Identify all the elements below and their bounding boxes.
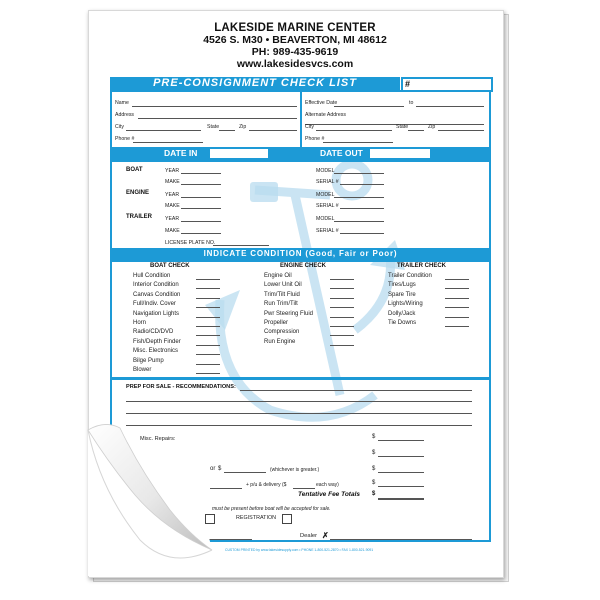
trailer-check-item-label: Trailer Condition [388,273,432,279]
effective-date-label: Effective Date [305,100,338,106]
fee-dollar-3: $ [218,466,222,472]
dealer-label: Dealer [300,533,318,539]
delivery-each-way-amount[interactable] [293,488,315,489]
engine-check-item-label: Propeller [264,320,289,326]
boat-model-label: MODEL [316,168,335,174]
boat-check-condition-field[interactable] [196,317,220,318]
engine-check-item-label: Run Engine [264,338,296,345]
misc-repairs-amount[interactable] [378,440,424,441]
registration-checkbox[interactable] [282,514,292,524]
fee-amount-5[interactable] [378,486,424,487]
boat-check-item-label: Hull Condition [133,273,171,279]
boat-check-heading: BOAT CHECK [150,263,190,269]
state-label: State [207,124,220,130]
boat-serial-field[interactable] [340,184,384,185]
boat-check-condition-field[interactable] [196,364,220,365]
company-name: LAKESIDE MARINE CENTER [214,22,376,34]
boat-make-field[interactable] [181,184,221,185]
address-field[interactable] [138,118,297,119]
engine-check-condition-field[interactable] [330,317,354,318]
engine-check-condition-field[interactable] [330,345,354,346]
date-in-field[interactable] [210,149,268,158]
boat-label: BOAT [126,167,143,173]
boat-check-condition-field[interactable] [196,335,220,336]
trailer-check-item-label: Lights/Wiring [388,301,423,308]
trailer-label: TRAILER [126,214,152,220]
trailer-check-condition-field[interactable] [445,279,469,280]
trailer-check-item-label: Tie Downs [388,320,417,326]
prep-line-3[interactable] [126,413,472,414]
boat-check-item-label: Full/Indiv. Cover [133,301,176,308]
to-date-field[interactable] [416,106,484,107]
boat-check-item-label: Misc. Electronics [133,348,179,355]
engine-make-label: MAKE [165,203,180,209]
whichever-note: (whichever is greater.) [270,467,320,473]
to-label: to [409,100,414,106]
boat-check-condition-field[interactable] [196,373,220,374]
name-field[interactable] [132,106,297,107]
boat-year-label: YEAR [165,168,180,174]
engine-check-condition-field[interactable] [330,307,354,308]
boat-check-item-label: Canvas Condition [133,291,181,298]
fee-amount-2[interactable] [378,456,424,457]
fee-totals-label: Tentative Fee Totals [298,491,361,498]
city-field[interactable] [126,130,201,131]
commission-amount[interactable] [224,472,266,473]
alt-zip-field[interactable] [438,130,484,131]
trailer-serial-label: SERIAL # [316,228,339,234]
alt-state-label: State [396,124,409,130]
trailer-model-label: MODEL [316,216,335,222]
boat-check-item-label: Radio/CD/DVD [133,329,174,336]
zip-label: Zip [239,124,247,130]
boat-make-label: MAKE [165,179,180,185]
trailer-serial-field[interactable] [340,233,384,234]
fee-dollar-5: $ [372,480,376,486]
boat-check-item-label: Fish/Depth Finder [133,338,181,345]
boat-check-condition-field[interactable] [196,326,220,327]
engine-serial-label: SERIAL # [316,203,339,209]
engine-check-condition-field[interactable] [330,335,354,336]
trailer-check-condition-field[interactable] [445,288,469,289]
engine-check-item-label: Engine Oil [264,273,292,279]
engine-model-label: MODEL [316,192,335,198]
engine-make-field[interactable] [181,208,221,209]
engine-year-field[interactable] [181,197,221,198]
trailer-make-field[interactable] [181,233,221,234]
city-label: City [115,124,124,130]
alt-address-field[interactable] [305,124,484,125]
prep-line-1[interactable] [240,390,472,391]
owner-divider [300,92,302,147]
trailer-year-label: YEAR [165,216,180,222]
form-title-bar [110,77,400,90]
form-number-mark: # [405,79,411,89]
boat-check-condition-field[interactable] [196,298,220,299]
effective-date-field[interactable] [334,106,404,107]
alt-phone-field[interactable] [323,142,393,143]
alt-phone-label: Phone # [305,136,325,142]
date-out-field[interactable] [370,149,430,158]
trailer-check-item-label: Spare Tire [388,291,416,298]
engine-check-item-label: Lower Unit Oil [264,282,302,289]
alt-address-label: Alternate Address [305,112,346,118]
trailer-check-condition-field[interactable] [445,307,469,308]
date-out-label: DATE OUT [320,148,363,158]
zip-field[interactable] [249,130,297,131]
engine-check-condition-field[interactable] [330,298,354,299]
state-field[interactable] [219,130,235,131]
condition-title: INDICATE CONDITION (Good, Fair or Poor) [203,249,398,258]
boat-check-condition-field[interactable] [196,354,220,355]
boat-model-field[interactable] [334,173,384,174]
trailer-check-condition-field[interactable] [445,326,469,327]
fee-dollar-1: $ [372,434,376,440]
trailer-make-label: MAKE [165,228,180,234]
company-header [88,22,502,70]
company-address: 4526 S. M30 • BEAVERTON, MI 48612 [203,34,387,46]
trailer-check-condition-field[interactable] [445,298,469,299]
trailer-check-item-label: Dolly/Jack [388,310,416,317]
dealer-signature-field[interactable] [330,539,472,540]
boat-check-condition-field[interactable] [196,288,220,289]
boat-check-item-label: Interior Condition [133,282,179,289]
fee-total-amount[interactable] [378,498,424,500]
alt-city-field[interactable] [316,130,392,131]
dealer-x-mark: ✗ [322,531,329,540]
alt-state-field[interactable] [408,130,424,131]
fee-dollar-2: $ [372,450,376,456]
engine-check-item-label: Compression [264,329,300,336]
alt-zip-label: Zip [428,124,436,130]
boat-check-item-label: Bilge Pump [133,357,164,364]
address-label: Address [115,112,135,118]
phone-label: Phone # [115,136,135,142]
misc-repairs-label: Misc. Repairs: [140,436,176,442]
engine-check-item-label: Trim/Tilt Fluid [264,291,300,298]
printer-footer: CUSTOM PRINTED by www.lakesidesupply.com • PHONE 1-800-521-2870 • FAX 1-800-521-9091 [225,548,374,552]
each-way-label: each way) [316,482,339,488]
boat-check-condition-field[interactable] [196,279,220,280]
fee-dollar-4: $ [372,466,376,472]
registration-label: REGISTRATION [236,515,277,521]
phone-field[interactable] [133,142,203,143]
must-be-present-note: must be present before boat will be accepted for sale. [212,506,331,512]
fee-amount-4[interactable] [378,472,424,473]
engine-check-condition-field[interactable] [330,288,354,289]
form-title: PRE-CONSIGNMENT CHECK LIST [153,77,357,89]
engine-year-label: YEAR [165,192,180,198]
boat-check-condition-field[interactable] [196,345,220,346]
or-label: or [210,466,216,472]
condition-bar [110,248,491,260]
license-plate-label: LICENSE PLATE NO. [165,240,216,246]
boat-check-item-label: Blower [133,367,152,373]
engine-check-heading: ENGINE CHECK [280,263,327,269]
company-phone: PH: 989-435-9619 [251,46,339,58]
boat-check-item-label: Horn [133,320,147,326]
date-in-label: DATE IN [164,148,198,158]
engine-check-condition-field[interactable] [330,279,354,280]
engine-serial-field[interactable] [340,208,384,209]
trailer-check-heading: TRAILER CHECK [397,263,446,269]
boat-serial-label: SERIAL # [316,179,339,185]
boat-check-item-label: Navigation Lights [133,310,180,317]
boat-check-condition-field[interactable] [196,307,220,308]
trailer-check-item-label: Tires/Lugs [388,282,416,289]
delivery-label: + p/u & delivery ($ [246,482,287,488]
company-website: www.lakesidesvcs.com [236,58,354,70]
engine-check-item-label: Run Trim/Tilt [264,301,298,308]
fee-dollar-total: $ [372,491,376,497]
engine-model-field[interactable] [334,197,384,198]
engine-label: ENGINE [126,190,150,196]
trailer-model-field[interactable] [334,221,384,222]
page-curl [80,420,220,590]
prep-line-2[interactable] [126,401,472,402]
prep-heading: PREP FOR SALE - RECOMMENDATIONS: [126,384,236,390]
trailer-year-field[interactable] [181,221,221,222]
name-label: Name [115,100,129,106]
engine-check-condition-field[interactable] [330,326,354,327]
alt-city-label: City [305,124,314,130]
license-plate-field[interactable] [213,245,269,246]
boat-year-field[interactable] [181,173,221,174]
trailer-check-condition-field[interactable] [445,317,469,318]
engine-check-item-label: Pwr Steering Fluid [264,310,314,317]
